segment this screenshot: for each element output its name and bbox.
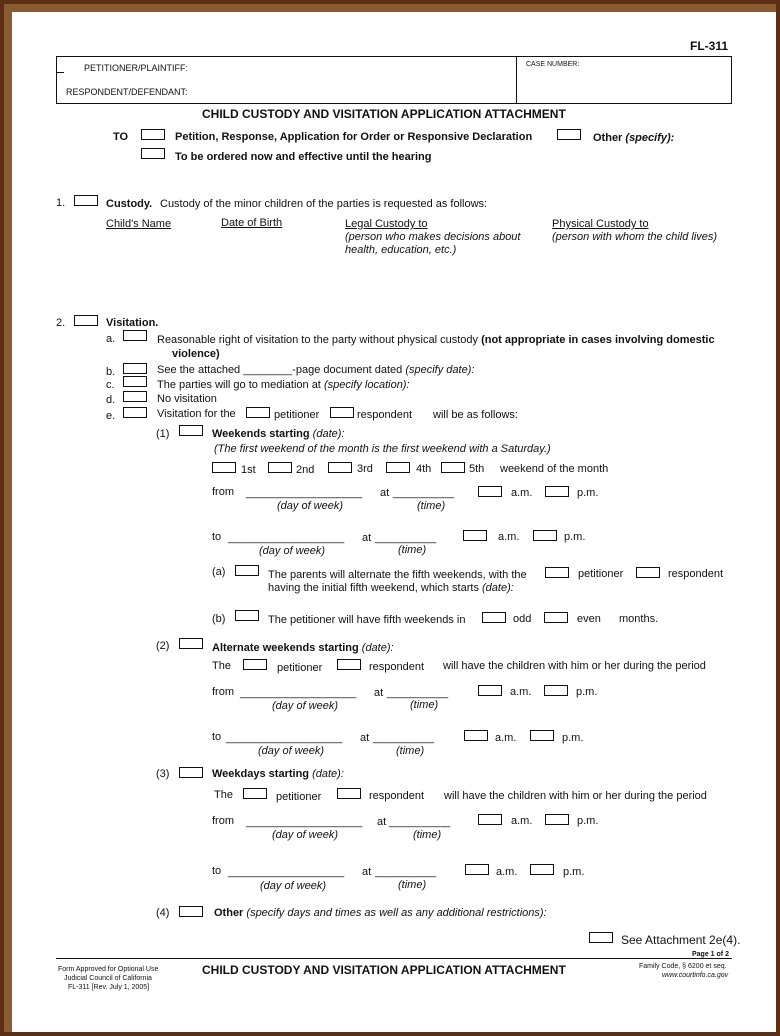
fifth-a-petitioner: petitioner bbox=[578, 568, 624, 580]
visitation-c-letter: c. bbox=[106, 379, 115, 391]
weekend-1st-checkbox[interactable] bbox=[212, 462, 236, 473]
visitation-e-text: Visitation for the bbox=[157, 408, 236, 420]
other-heading: Other (specify days and times as well as any additional restrictions): bbox=[214, 907, 547, 919]
custody-checkbox[interactable] bbox=[74, 195, 98, 206]
alternate-to-dow-hint: (day of week) bbox=[258, 745, 325, 757]
weekdays-from-dow-hint: (day of week) bbox=[272, 829, 339, 841]
weekends-to-am: a.m. bbox=[498, 531, 520, 543]
form-id: FL-311 bbox=[690, 39, 729, 53]
fifth-b-num: (b) bbox=[212, 613, 226, 625]
visitation-b-checkbox[interactable] bbox=[123, 363, 147, 374]
custody-heading: Custody. bbox=[106, 198, 153, 210]
weekend-2nd-checkbox[interactable] bbox=[268, 462, 292, 473]
visitation-heading: Visitation. bbox=[106, 317, 159, 329]
caption-tick bbox=[56, 72, 64, 73]
weekends-from-label: from bbox=[212, 486, 234, 498]
visitation-b-text: See the attached ________-page document dated (specify date): bbox=[157, 364, 475, 376]
weekend-5th: 5th bbox=[469, 463, 485, 475]
weekdays-from-day-blank[interactable]: ___________________ bbox=[246, 816, 363, 828]
footer-family-code: Family Code, § 6200 et seq. bbox=[639, 963, 727, 970]
alternate-have-children: will have the children with him or her during the period bbox=[443, 660, 706, 672]
fifth-a-text2: having the initial fifth weekend, which starts (date): bbox=[268, 582, 514, 594]
weekends-to-day-blank[interactable]: ___________________ bbox=[228, 532, 345, 544]
weekdays-heading: Weekdays starting (date): bbox=[212, 768, 344, 780]
col-date-of-birth: Date of Birth bbox=[221, 217, 283, 229]
to-label: TO bbox=[113, 131, 129, 143]
to-option2-text: To be ordered now and effective until the hearing bbox=[175, 151, 432, 163]
visitation-c-text: The parties will go to mediation at (specify location): bbox=[157, 379, 410, 391]
alternate-from-dow-hint: (day of week) bbox=[272, 700, 339, 712]
weekend-1st: 1st bbox=[241, 464, 256, 476]
form-page bbox=[12, 12, 776, 1032]
weekends-to-time-blank[interactable]: __________ bbox=[375, 532, 437, 544]
weekends-from-pm: p.m. bbox=[577, 487, 599, 499]
weekends-to-pm: p.m. bbox=[564, 531, 586, 543]
alternate-to-label: to bbox=[212, 731, 222, 743]
footer-approved-line2: Judicial Council of California bbox=[64, 975, 152, 982]
custody-number: 1. bbox=[56, 197, 66, 209]
alternate-respondent: respondent bbox=[369, 661, 425, 673]
weekdays-to-time-blank[interactable]: __________ bbox=[375, 866, 437, 878]
alternate-from-day-blank[interactable]: ___________________ bbox=[240, 687, 357, 699]
visitation-a-text: Reasonable right of visitation to the party without physical custody (not appropriate in cases involving domestic bbox=[157, 334, 715, 346]
weekends-to-label: to bbox=[212, 531, 222, 543]
col-physical-note: (person with whom the child lives) bbox=[552, 231, 718, 243]
weekdays-from-time-blank[interactable]: __________ bbox=[389, 816, 451, 828]
weekdays-to-label: to bbox=[212, 865, 222, 877]
weekends-from-day-blank[interactable]: ___________________ bbox=[246, 487, 363, 499]
alternate-from-time-hint: (time) bbox=[410, 699, 439, 711]
weekdays-the: The bbox=[214, 789, 233, 801]
alternate-from-pm: p.m. bbox=[576, 686, 598, 698]
fifth-a-respondent: respondent bbox=[668, 568, 724, 580]
to-other-label: Other (specify): bbox=[593, 132, 675, 144]
col-physical-custody: Physical Custody to bbox=[552, 218, 649, 230]
weekdays-from-am-checkbox[interactable] bbox=[478, 814, 502, 825]
weekdays-from-am: a.m. bbox=[511, 815, 533, 827]
to-other-checkbox[interactable] bbox=[557, 129, 581, 140]
alternate-to-am-checkbox[interactable] bbox=[464, 730, 488, 741]
alternate-heading: Alternate weekends starting (date): bbox=[212, 642, 394, 654]
alternate-petitioner-checkbox[interactable] bbox=[243, 659, 267, 670]
weekend-of-month: weekend of the month bbox=[500, 463, 609, 475]
alternate-to-time-blank[interactable]: __________ bbox=[373, 732, 435, 744]
visitation-e-petitioner-checkbox[interactable] bbox=[246, 407, 270, 418]
alternate-from-am: a.m. bbox=[510, 686, 532, 698]
alternate-to-am: a.m. bbox=[495, 732, 517, 744]
visitation-a-text2: violence) bbox=[172, 348, 220, 360]
fifth-a-petitioner-checkbox[interactable] bbox=[545, 567, 569, 578]
fifth-a-num: (a) bbox=[212, 566, 226, 578]
alternate-petitioner: petitioner bbox=[277, 662, 323, 674]
fifth-b-text: The petitioner will have fifth weekends in bbox=[268, 614, 466, 626]
see-attachment-checkbox[interactable] bbox=[589, 932, 613, 943]
alternate-from-am-checkbox[interactable] bbox=[478, 685, 502, 696]
weekends-to-time-hint: (time) bbox=[398, 544, 427, 556]
footer-title: CHILD CUSTODY AND VISITATION APPLICATION ATTACHMENT bbox=[202, 963, 566, 977]
weekdays-to-am-checkbox[interactable] bbox=[465, 864, 489, 875]
weekdays-to-pm: p.m. bbox=[563, 866, 585, 878]
weekdays-to-at: at bbox=[362, 866, 372, 878]
alternate-respondent-checkbox[interactable] bbox=[337, 659, 361, 670]
petitioner-label: PETITIONER/PLAINTIFF: bbox=[84, 63, 189, 73]
alternate-from-label: from bbox=[212, 686, 234, 698]
alternate-from-pm-checkbox[interactable] bbox=[544, 685, 568, 696]
weekends-to-dow-hint: (day of week) bbox=[259, 545, 326, 557]
visitation-d-letter: d. bbox=[106, 394, 116, 406]
footer-url[interactable]: www.courtinfo.ca.gov bbox=[662, 972, 729, 979]
weekends-heading: Weekends starting (date): bbox=[212, 428, 345, 440]
visitation-a-checkbox[interactable] bbox=[123, 330, 147, 341]
weekdays-to-dow-hint: (day of week) bbox=[260, 880, 327, 892]
weekdays-to-am: a.m. bbox=[496, 866, 518, 878]
fifth-b-months: months. bbox=[619, 613, 659, 625]
col-legal-note1: (person who makes decisions about bbox=[345, 231, 521, 243]
visitation-e-checkbox[interactable] bbox=[123, 407, 147, 418]
col-legal-custody: Legal Custody to bbox=[345, 218, 428, 230]
visitation-e-respondent: respondent bbox=[357, 409, 413, 421]
alternate-to-pm-checkbox[interactable] bbox=[530, 730, 554, 741]
alternate-the: The bbox=[212, 660, 231, 672]
weekends-from-dow-hint: (day of week) bbox=[277, 500, 344, 512]
visitation-e-follows: will be as follows: bbox=[433, 409, 518, 421]
weekends-to-pm-checkbox[interactable] bbox=[533, 530, 557, 541]
weekend-4th-checkbox[interactable] bbox=[386, 462, 410, 473]
fifth-b-odd-checkbox[interactable] bbox=[482, 612, 506, 623]
visitation-b-letter: b. bbox=[106, 366, 116, 378]
weekdays-to-pm-checkbox[interactable] bbox=[530, 864, 554, 875]
weekdays-have-children: will have the children with him or her during the period bbox=[444, 790, 707, 802]
visitation-e-respondent-checkbox[interactable] bbox=[330, 407, 354, 418]
alternate-to-at: at bbox=[360, 732, 370, 744]
form-title: CHILD CUSTODY AND VISITATION APPLICATION ATTACHMENT bbox=[202, 107, 566, 121]
col-legal-note2: health, education, etc.) bbox=[345, 244, 457, 256]
fifth-a-checkbox[interactable] bbox=[235, 565, 259, 576]
page-number: Page 1 of 2 bbox=[692, 951, 729, 958]
weekends-from-time-blank[interactable]: __________ bbox=[393, 487, 455, 499]
visitation-e-petitioner: petitioner bbox=[274, 409, 320, 421]
alternate-num: (2) bbox=[156, 640, 170, 652]
weekend-4th: 4th bbox=[416, 463, 432, 475]
weekdays-checkbox[interactable] bbox=[179, 767, 203, 778]
visitation-checkbox[interactable] bbox=[74, 315, 98, 326]
weekdays-from-pm: p.m. bbox=[577, 815, 599, 827]
weekends-checkbox[interactable] bbox=[179, 425, 203, 436]
alternate-checkbox[interactable] bbox=[179, 638, 203, 649]
weekends-to-at: at bbox=[362, 532, 372, 544]
visitation-d-text: No visitation bbox=[157, 393, 217, 405]
fifth-b-odd: odd bbox=[513, 613, 532, 625]
weekends-note: (The first weekend of the month is the first weekend with a Saturday.) bbox=[214, 443, 551, 455]
weekdays-to-time-hint: (time) bbox=[398, 879, 427, 891]
fifth-a-respondent-checkbox[interactable] bbox=[636, 567, 660, 578]
footer-form-revision: FL-311 [Rev. July 1, 2005] bbox=[68, 984, 150, 991]
weekdays-from-at: at bbox=[377, 816, 387, 828]
custody-text: Custody of the minor children of the parties is requested as follows: bbox=[160, 198, 488, 210]
weekends-from-am: a.m. bbox=[511, 487, 533, 499]
weekdays-from-time-hint: (time) bbox=[413, 829, 442, 841]
weekdays-num: (3) bbox=[156, 768, 170, 780]
weekdays-to-day-blank[interactable]: ___________________ bbox=[228, 866, 345, 878]
visitation-a-letter: a. bbox=[106, 333, 116, 345]
weekdays-from-label: from bbox=[212, 815, 234, 827]
weekend-3rd: 3rd bbox=[357, 463, 373, 475]
visitation-number: 2. bbox=[56, 317, 66, 329]
alternate-to-day-blank[interactable]: ___________________ bbox=[226, 732, 343, 744]
to-option2-checkbox[interactable] bbox=[141, 148, 165, 159]
alternate-to-pm: p.m. bbox=[562, 732, 584, 744]
alternate-to-time-hint: (time) bbox=[396, 745, 425, 757]
respondent-label: RESPONDENT/DEFENDANT: bbox=[66, 87, 188, 97]
case-number-label: CASE NUMBER: bbox=[526, 61, 580, 68]
weekend-2nd: 2nd bbox=[296, 464, 315, 476]
other-checkbox[interactable] bbox=[179, 906, 203, 917]
weekdays-petitioner-checkbox[interactable] bbox=[243, 788, 267, 799]
weekdays-petitioner: petitioner bbox=[276, 791, 322, 803]
fifth-b-checkbox[interactable] bbox=[235, 610, 259, 621]
footer-rule bbox=[56, 958, 732, 959]
weekend-5th-checkbox[interactable] bbox=[441, 462, 465, 473]
alternate-from-at: at bbox=[374, 687, 384, 699]
weekends-from-am-checkbox[interactable] bbox=[478, 486, 502, 497]
weekends-num: (1) bbox=[156, 428, 170, 440]
weekend-3rd-checkbox[interactable] bbox=[328, 462, 352, 473]
to-option1-text: Petition, Response, Application for Order or Responsive Declaration bbox=[175, 131, 533, 143]
visitation-e-letter: e. bbox=[106, 410, 116, 422]
weekends-from-pm-checkbox[interactable] bbox=[545, 486, 569, 497]
fifth-b-even-checkbox[interactable] bbox=[544, 612, 568, 623]
weekdays-from-pm-checkbox[interactable] bbox=[545, 814, 569, 825]
weekdays-respondent: respondent bbox=[369, 790, 425, 802]
fifth-b-even: even bbox=[577, 613, 601, 625]
see-attachment-text: See Attachment 2e(4). bbox=[621, 933, 741, 947]
weekends-from-at: at bbox=[380, 487, 390, 499]
visitation-d-checkbox[interactable] bbox=[123, 391, 147, 402]
to-option1-checkbox[interactable] bbox=[141, 129, 165, 140]
alternate-from-time-blank[interactable]: __________ bbox=[387, 687, 449, 699]
fifth-a-text: The parents will alternate the fifth weekends, with the bbox=[268, 569, 527, 581]
visitation-c-checkbox[interactable] bbox=[123, 376, 147, 387]
weekends-to-am-checkbox[interactable] bbox=[463, 530, 487, 541]
caption-divider bbox=[516, 56, 517, 104]
weekends-from-time-hint: (time) bbox=[417, 500, 446, 512]
col-childs-name: Child's Name bbox=[106, 218, 172, 230]
footer-approved-line1: Form Approved for Optional Use bbox=[58, 966, 159, 973]
other-num: (4) bbox=[156, 907, 170, 919]
weekdays-respondent-checkbox[interactable] bbox=[337, 788, 361, 799]
